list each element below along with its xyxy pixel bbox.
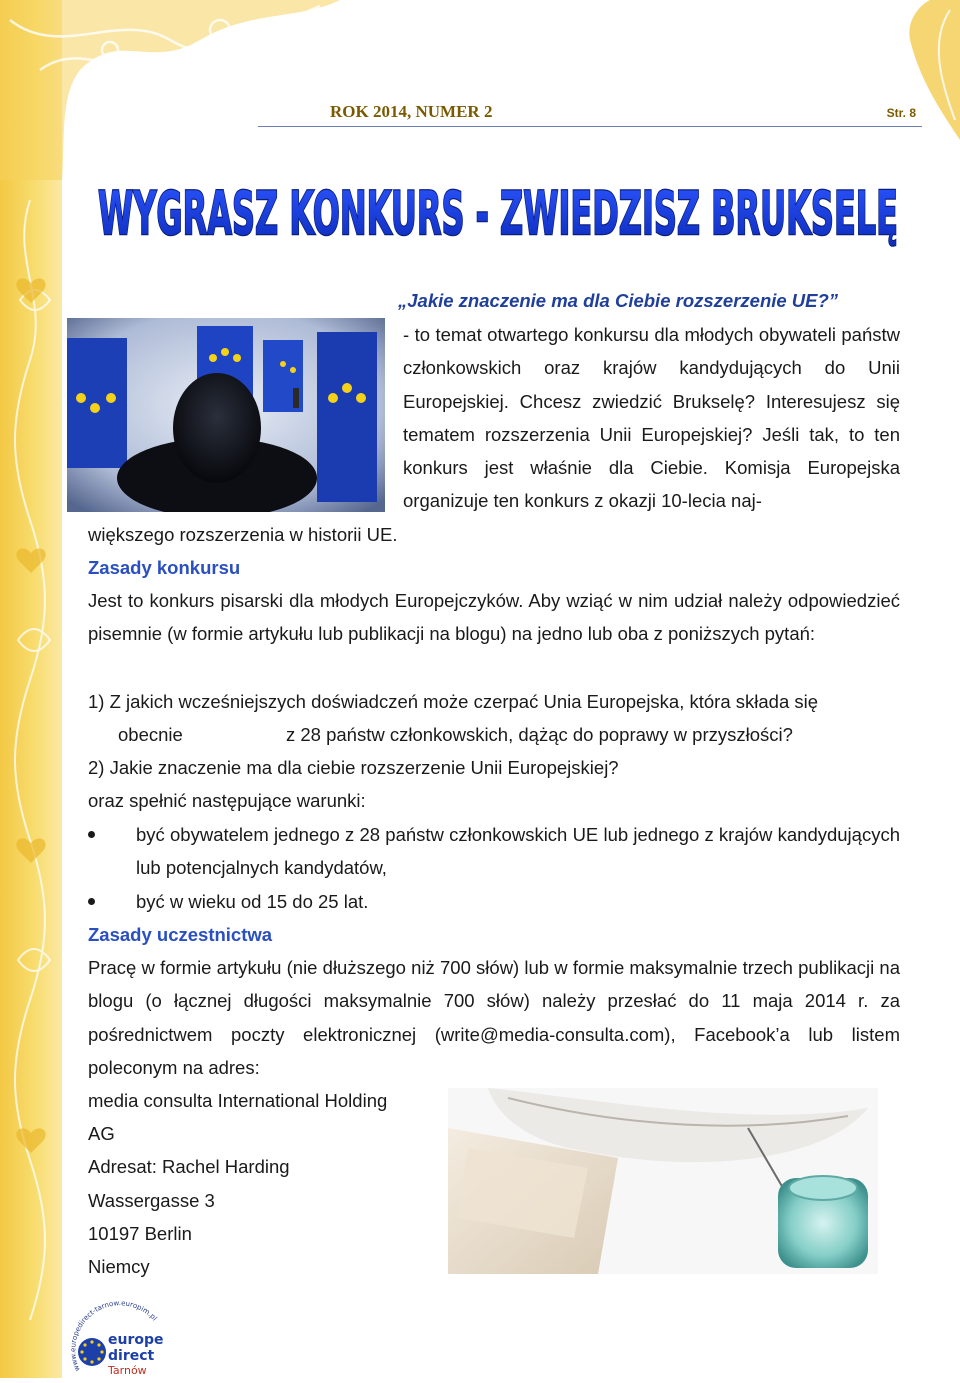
logo-line-1: europe [108, 1332, 164, 1348]
quill-inkwell-photo [448, 1088, 878, 1274]
title-text: WYGRASZ KONKURS - ZWIEDZISZ BRUKSELĘ [98, 179, 898, 249]
address-line: Adresat: Rachel Harding [88, 1156, 290, 1177]
address-line: Niemcy [88, 1256, 150, 1277]
rules-heading: Zasady konkursu [88, 557, 241, 578]
article-title [88, 152, 908, 272]
address-line: 10197 Berlin [88, 1223, 192, 1244]
decorative-left-border [0, 0, 62, 1378]
question-1: 1) Z jakich wcześniejszych doświadczeń może czerpać Unia Europejska, która składa się [88, 691, 819, 712]
question-1-continued-b: z 28 państw członkowskich, dążąc do poprawy w przyszłości? [286, 724, 793, 745]
conditions-intro: oraz spełnić następujące warunki: [88, 790, 366, 811]
europe-direct-logo [66, 1300, 166, 1378]
intro-paragraph-tail: większego rozszerzenia w historii UE. [88, 524, 398, 545]
eu-gallery-photo [67, 318, 385, 512]
question-2: 2) Jakie znaczenie ma dla ciebie rozszerzenie Unii Europejskiej? [88, 757, 619, 778]
rules-description: Jest to konkurs pisarski dla młodych Europejczyków. Aby wziąć w nim udział należy odpowiedzieć pisemnie (w formie artykułu lub publikacji na blogu) na jedno lub oba z poniższych pytań: [88, 590, 900, 645]
question-1-continued-a: obecnie [118, 724, 183, 745]
page-header [258, 100, 922, 127]
condition-item: być w wieku od 15 do 25 lat. [136, 891, 369, 912]
logo-ring-text: www.europedirect-tarnow.europim.pl [69, 1300, 159, 1373]
address-line: Wassergasse 3 [88, 1190, 215, 1211]
condition-item: być obywatelem jednego z 28 państw członkowskich UE lub jednego z krajów kandydujących lub potencjalnych kandydatów, [136, 824, 900, 879]
logo-line-3: Tarnów [108, 1364, 147, 1377]
participation-description: Pracę w formie artykułu (nie dłuższego niż 700 słów) lub w formie maksymalnie trzech publikacji na blogu (o łącznej długości maksymalnie 700 słów) należy przesłać do 11 maja 2014 r. za pośrednictwem poczty elektronicznej (write@media-consulta.com), Facebook’a lub listem poleconym na adres: [88, 957, 900, 1078]
intro-paragraph: - to temat otwartego konkursu dla młodych obywateli państw członkowskich oraz krajów kandydujących do Unii Europejskiej. Chcesz zwiedzić Brukselę? Interesujesz się tematem rozszerzenia Unii Europejskiej? Jeśli tak, to ten konkurs jest właśnie dla Ciebie. Komisja Europejska organizuje ten konkurs z okazji 10-lecia naj- [403, 324, 900, 512]
logo-line-2: direct [108, 1348, 155, 1364]
address-line: media consulta International Holding [88, 1090, 388, 1111]
bullet-icon [88, 831, 95, 838]
bullet-icon [88, 898, 95, 905]
issue-label: ROK 2014, NUMER 2 [330, 102, 493, 121]
lead-question: „Jakie znaczenie ma dla Ciebie rozszerzenie UE?” [398, 290, 839, 311]
address-line: AG [88, 1123, 115, 1144]
participation-heading: Zasady uczestnictwa [88, 924, 273, 945]
page-number: Str. 8 [886, 106, 916, 120]
